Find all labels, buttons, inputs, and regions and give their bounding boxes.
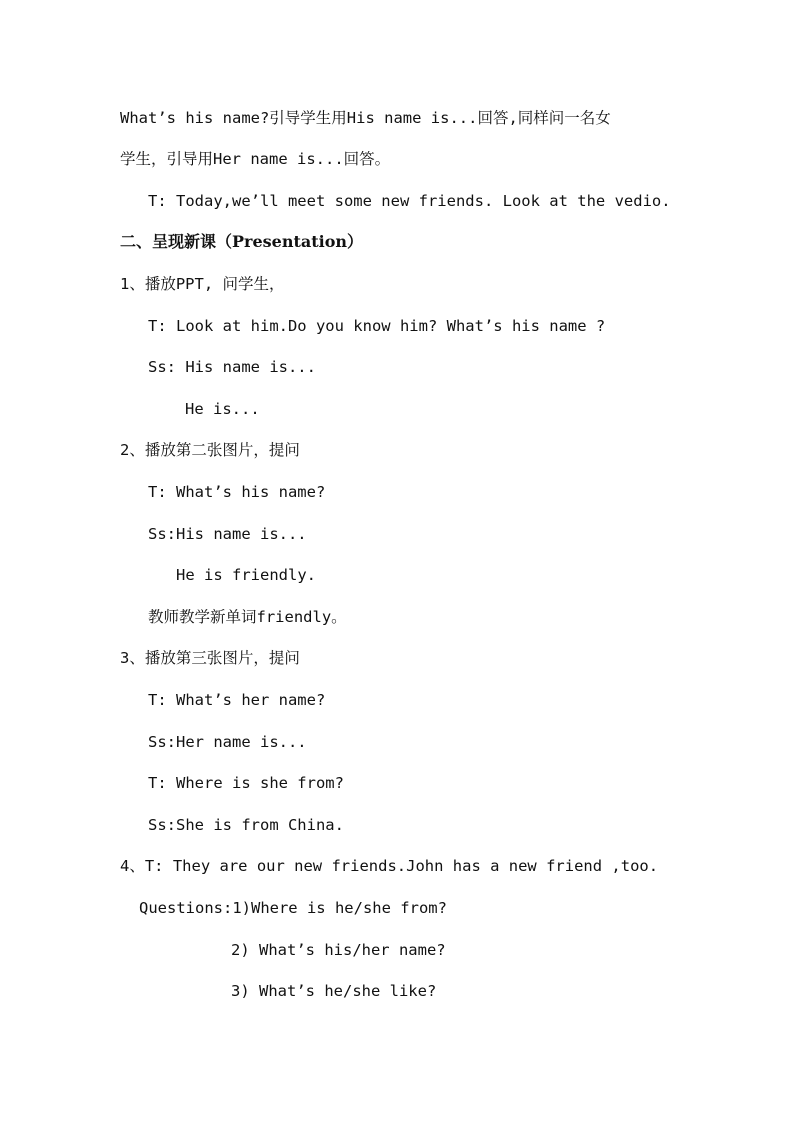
section-heading: 二、呈现新课（Presentation） bbox=[120, 232, 363, 251]
text-line: What’s his name?引导学生用His name is...回答,同样问一名女 bbox=[120, 109, 611, 127]
text-line: 1、播放PPT, 问学生， bbox=[120, 275, 285, 293]
text-line: Ss:His name is... bbox=[148, 525, 307, 543]
text-line: 2、播放第二张图片，提问 bbox=[120, 441, 300, 459]
text-line: 教师教学新单词friendly。 bbox=[148, 608, 347, 626]
text-line: 3、播放第三张图片，提问 bbox=[120, 649, 300, 667]
text-line: Ss:She is from China. bbox=[148, 816, 344, 834]
text-line: T: Today,we’ll meet some new friends. Look at the vedio. bbox=[148, 192, 671, 210]
text-line: He is friendly. bbox=[176, 566, 316, 584]
text-line: 3) What’s he/she like? bbox=[231, 982, 437, 1000]
text-line: Questions:1)Where is he/she from? bbox=[139, 899, 447, 917]
text-line: 学生，引导用Her name is...回答。 bbox=[120, 150, 391, 168]
text-line: 2) What’s his/her name? bbox=[231, 941, 446, 959]
text-line: T: What’s his name? bbox=[148, 483, 326, 501]
text-line: Ss: His name is... bbox=[148, 358, 316, 376]
text-line: T: Where is she from? bbox=[148, 774, 344, 792]
text-line: He is... bbox=[185, 400, 260, 418]
text-line: T: What’s her name? bbox=[148, 691, 326, 709]
text-line: T: Look at him.Do you know him? What’s his name ? bbox=[148, 317, 606, 335]
text-line: 4、T: They are our new friends.John has a new friend ,too. bbox=[120, 857, 659, 875]
text-line: Ss:Her name is... bbox=[148, 733, 307, 751]
